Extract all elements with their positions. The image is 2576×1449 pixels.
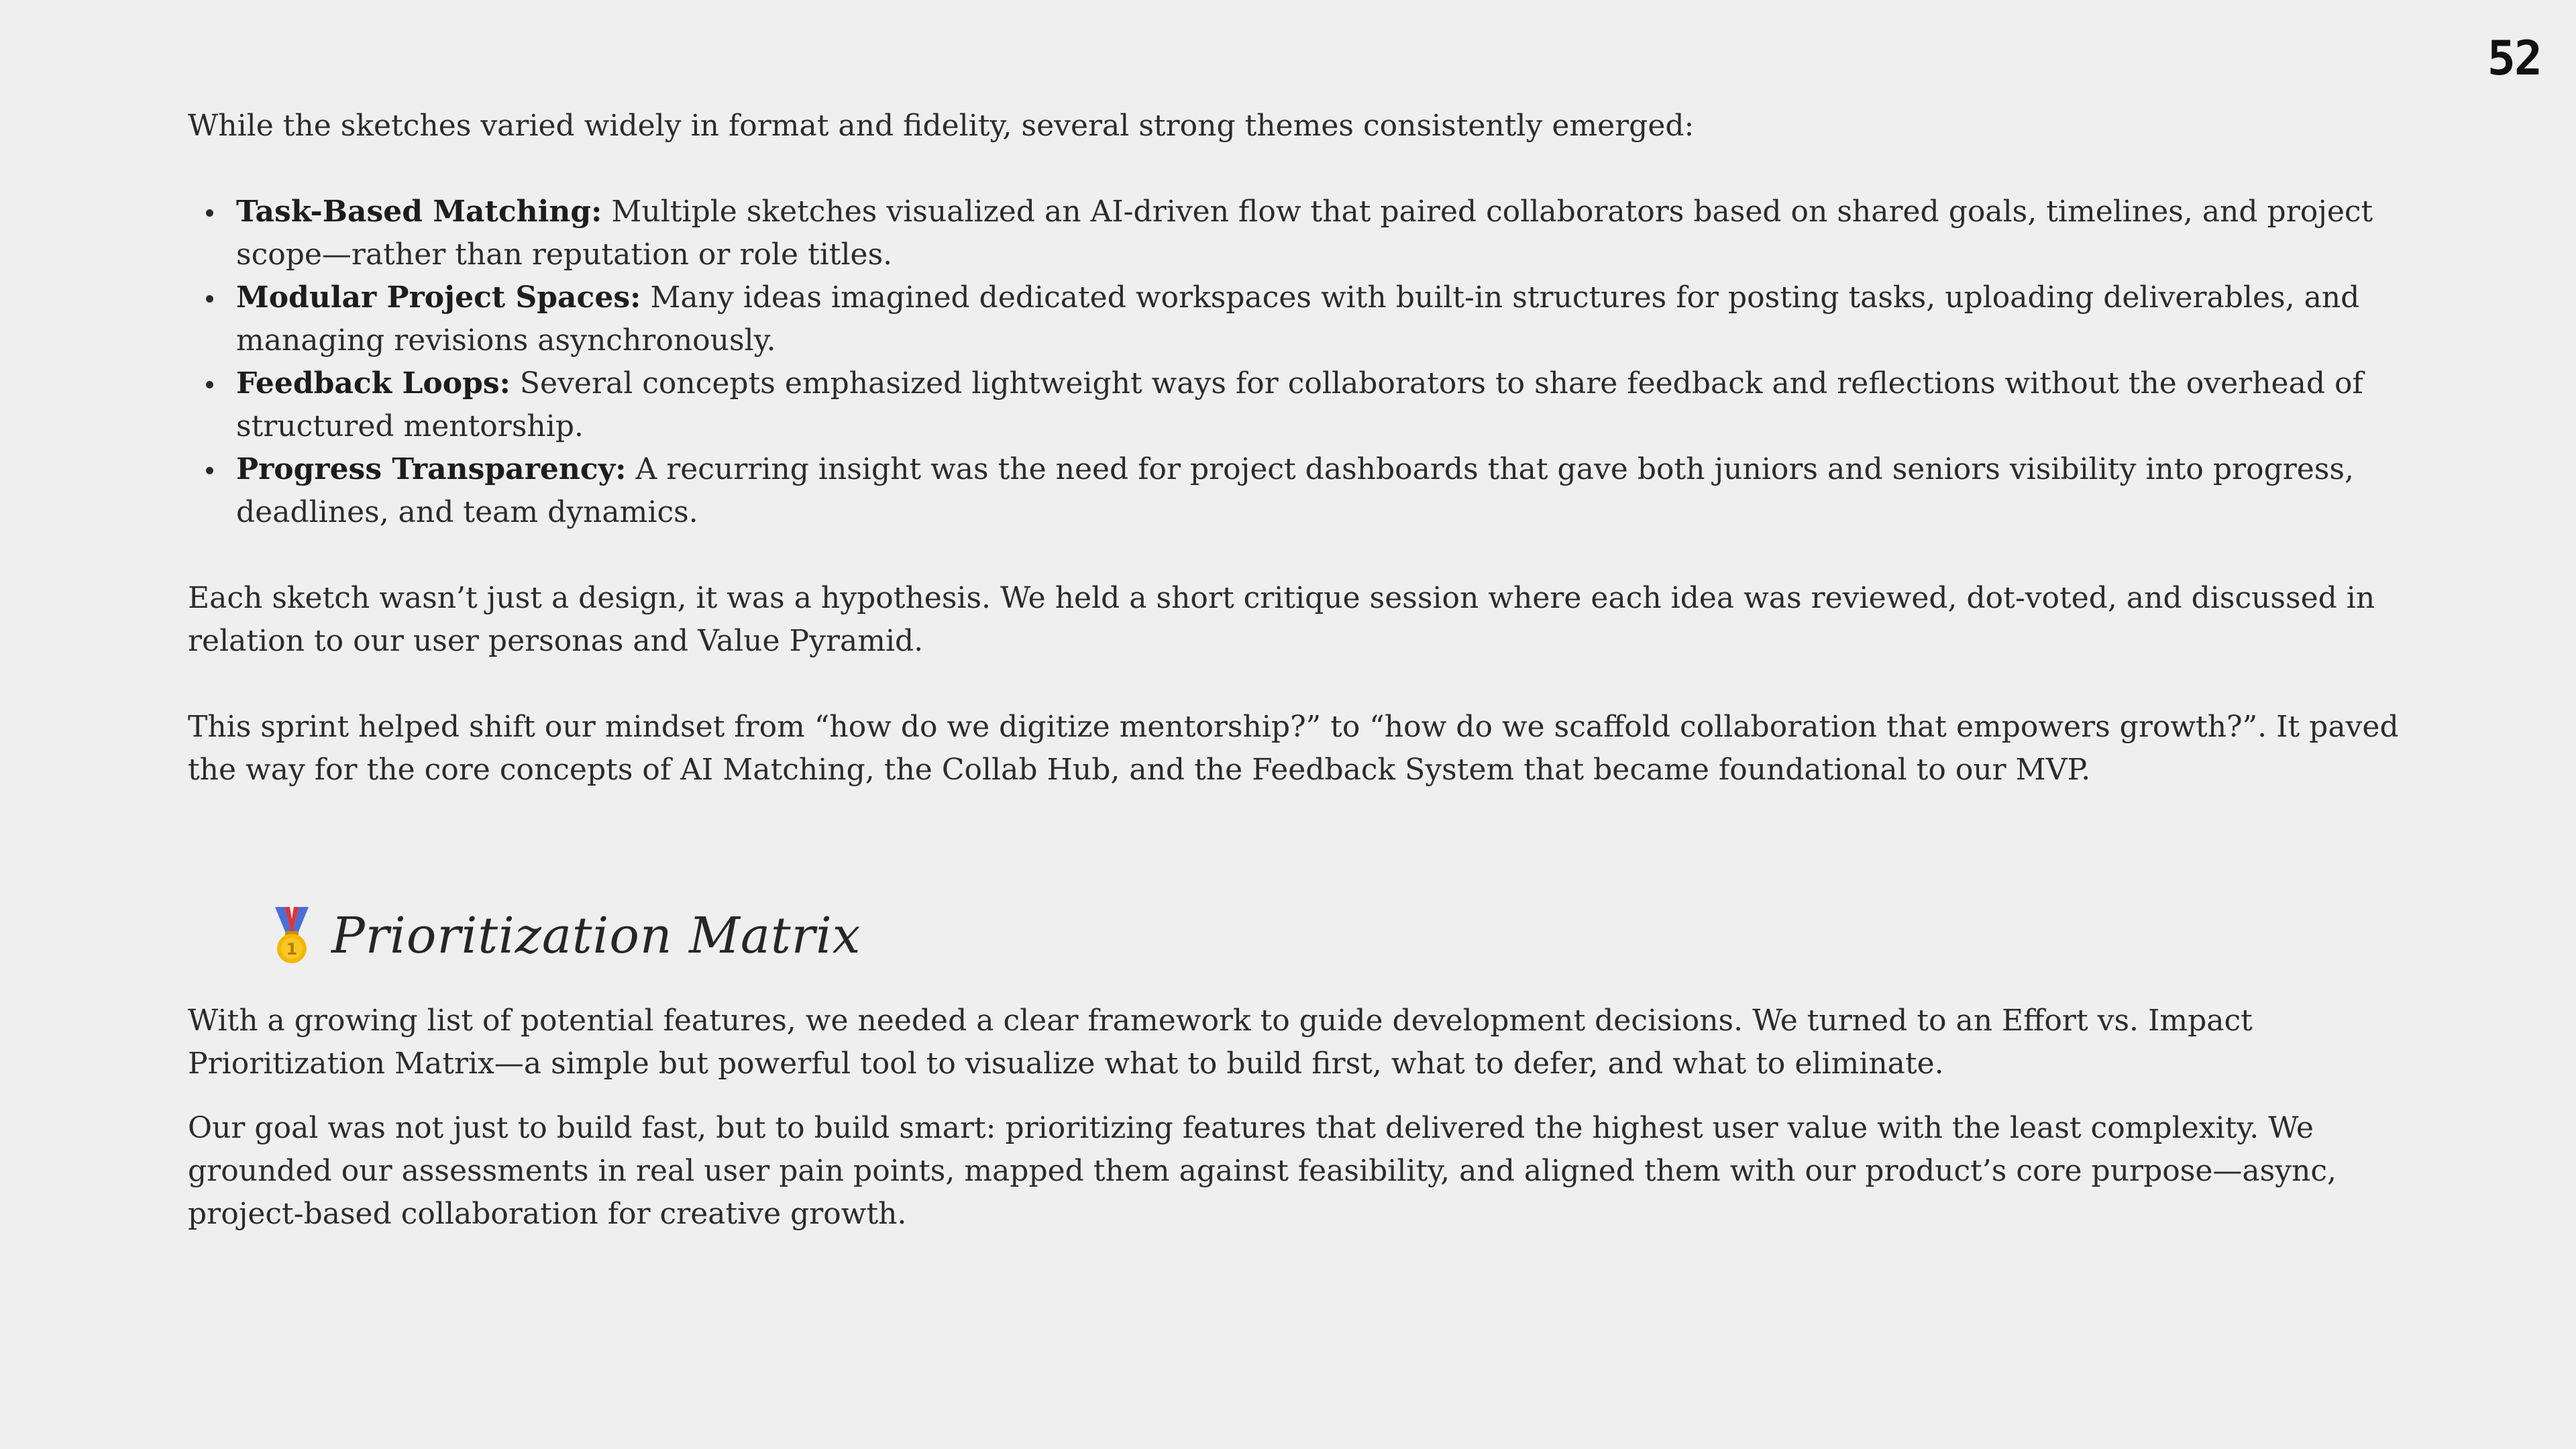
theme-title: Progress Transparency: [236, 452, 627, 486]
svg-text:1: 1 [286, 940, 298, 959]
theme-text: Multiple sketches visualized an AI-driven flow that paired collaborators based on shared goals, timelines, and project scope—rather than reputation or role titles. [236, 195, 2373, 272]
section-title: Prioritization Matrix [331, 907, 861, 965]
goal-paragraph: Our goal was not just to build fast, but to build smart: prioritizing features that delivered the highest user value with the least complexity. We grounded our assessments in real user pain points, mapped them against feasibility, and aligned them with our product’s core purpose—async, project-based collaboration for creative growth. [188, 1111, 2337, 1231]
section-heading [188, 899, 2415, 973]
document-body [188, 105, 2415, 1236]
theme-text: Many ideas imagined dedicated workspaces with built-in structures for posting tasks, uploading deliverables, and managing revisions asynchronously. [236, 280, 2360, 358]
themes-list [188, 191, 2415, 534]
page-number: 52 [2487, 31, 2541, 86]
list-item [236, 191, 2415, 276]
matrix-intro-paragraph: With a growing list of potential features, we needed a clear framework to guide development decisions. We turned to an Effort vs. Impact Prioritization Matrix—a simple but powerful tool to visualize what to build first, what to defer, and what to eliminate. [188, 1004, 2253, 1081]
intro-paragraph: While the sketches varied widely in format and fidelity, several strong themes consistently emerged: [188, 109, 1695, 143]
first-place-medal-icon [271, 907, 313, 965]
theme-title: Modular Project Spaces: [236, 280, 641, 315]
sprint-paragraph: This sprint helped shift our mindset from “how do we digitize mentorship?” to “how do we scaffold collaboration that empowers growth?”. It paved the way for the core concepts of AI Matching, the Collab Hub, and the Feedback System that became foundational to our MVP. [188, 710, 2399, 787]
theme-title: Task-Based Matching: [236, 195, 602, 229]
list-item [236, 448, 2415, 534]
list-item [236, 362, 2415, 448]
hypothesis-paragraph: Each sketch wasn’t just a design, it was a hypothesis. We held a short critique session where each idea was reviewed, dot-voted, and discussed in relation to our user personas and Value Pyramid. [188, 581, 2375, 658]
theme-text: Several concepts emphasized lightweight ways for collaborators to share feedback and reflections without the overhead of structured mentorship. [236, 366, 2363, 443]
theme-title: Feedback Loops: [236, 366, 511, 400]
list-item [236, 276, 2415, 362]
theme-text: A recurring insight was the need for project dashboards that gave both juniors and seniors visibility into progress, deadlines, and team dynamics. [236, 452, 2354, 529]
